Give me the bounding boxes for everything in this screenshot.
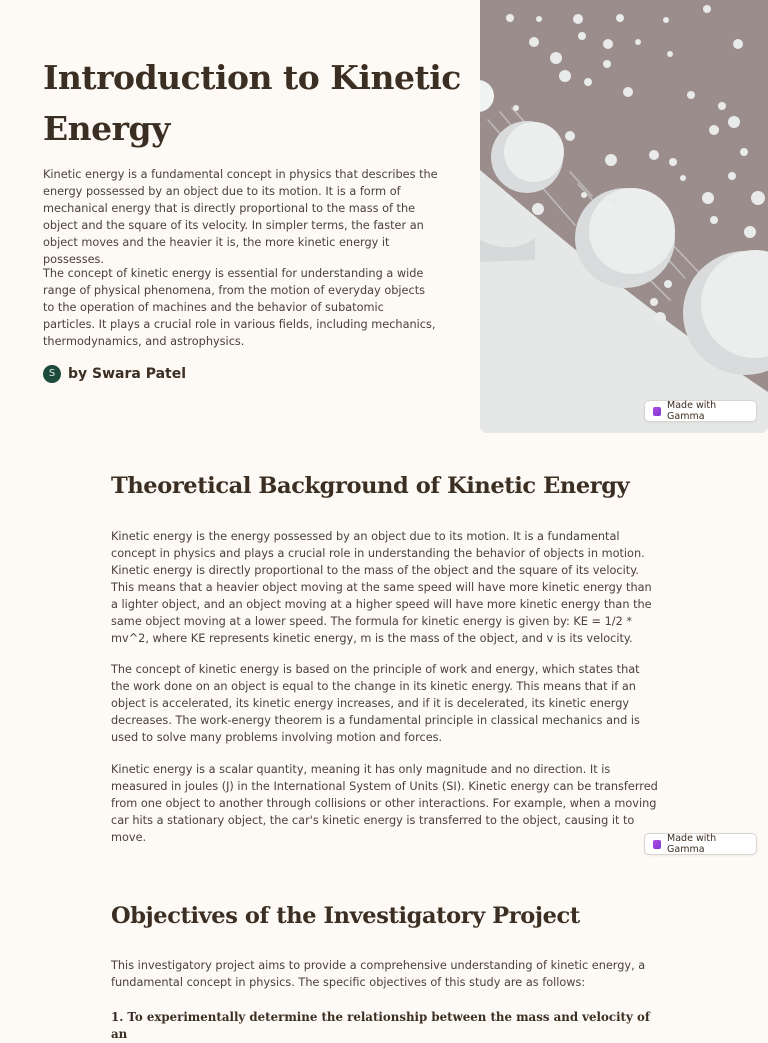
objective-item-1: 1. To experimentally determine the relationship between the mass and velocity of an (111, 1010, 650, 1041)
gamma-logo-icon (653, 840, 661, 849)
page-title: Introduction to Kinetic Energy (43, 58, 461, 148)
intro-paragraph-2: The concept of kinetic energy is essential for understanding a wide range of physical phenomena, from the motion of everyday objects to the operation of machines and the behavior of subatomic particles. It plays a crucial role in various fields, including mechanics, thermodynamics, and astrophysics. (43, 267, 436, 348)
badge-label: Made with Gamma (667, 400, 717, 422)
author-name: by Swara Patel (68, 366, 187, 382)
gamma-logo-icon (653, 407, 661, 416)
theory-paragraph-1: Kinetic energy is the energy possessed by an object due to its motion. It is a fundamental concept in physics and plays a crucial role in understanding the behavior of objects in motion. Kinetic energy is directly proportional to the mass of the object and the square of its velocity. This means that a heavier object moving at the same speed will have more kinetic energy than a lighter object, and an object moving at a higher speed will have more kinetic energy than the same object moving at a lower speed. The formula for kinetic energy is given by: KE = 1/2 * mv^2, where KE represents kinetic energy, m is the mass of the object, and v is its velocity. (111, 530, 652, 645)
objectives-intro-paragraph: This investigatory project aims to provide a comprehensive understanding of kinetic energy, a fundamental concept in physics. The specific objectives of this study are as follows: (111, 959, 646, 989)
badge-label: Made with Gamma (667, 833, 717, 855)
hero-illustration (480, 0, 768, 433)
made-with-gamma-badge[interactable] (644, 400, 757, 422)
intro-paragraph-1: Kinetic energy is a fundamental concept in physics that describes the energy possessed by an object due to its motion. It is a form of mechanical energy that is directly proportional to the mass of the object and the square of its velocity. In simpler terms, the faster an object moves and the heavier it is, the more kinetic energy it possesses. (43, 168, 438, 266)
author-byline (43, 364, 186, 384)
made-with-gamma-badge[interactable] (644, 833, 757, 855)
theory-paragraph-2: The concept of kinetic energy is based on the principle of work and energy, which states that the work done on an object is equal to the change in its kinetic energy. This means that if an object is accelerated, its kinetic energy increases, and if it is decelerated, its kinetic energy decreases. The work-energy theorem is a fundamental principle in classical mechanics and is used to solve many problems involving motion and forces. (111, 663, 640, 744)
section-title-theory: Theoretical Background of Kinetic Energy (111, 473, 630, 499)
theory-paragraph-3: Kinetic energy is a scalar quantity, meaning it has only magnitude and no direction. It is measured in joules (J) in the International System of Units (SI). Kinetic energy can be transferred from one object to another through collisions or other interactions. For example, when a moving car hits a stationary object, the car's kinetic energy is transferred to the object, causing it to move. (111, 763, 658, 844)
section-title-objectives: Objectives of the Investigatory Project (111, 903, 580, 929)
snowballs-illustration-icon (480, 0, 768, 433)
avatar: S (43, 365, 61, 383)
